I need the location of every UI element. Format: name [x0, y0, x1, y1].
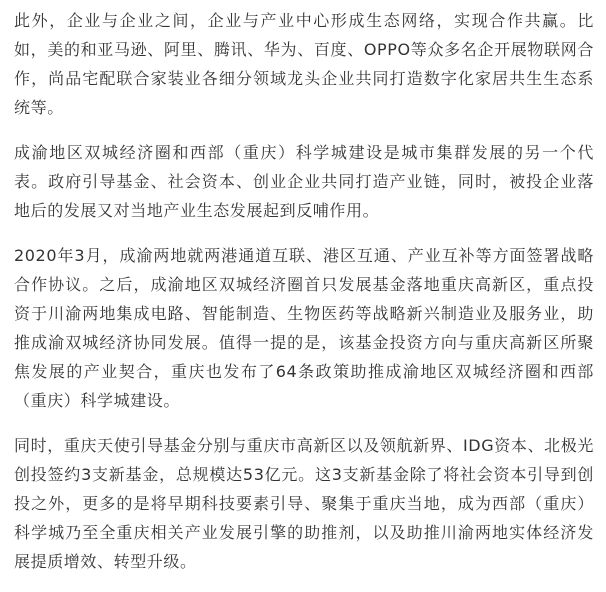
paragraph-strategic-agreement: 2020年3月，成渝两地就两港通道互联、港区互通、产业互补等方面签署战略合作协议。之后，成渝地区双城经济圈首只发展基金落地重庆高新区，重点投资于川渝两地集成电路、智能制造、生物医药等战略新兴制造业及服务业，助推成渝双城经济协同发展。值得一提的是，该基金投资方向与重庆高新区所聚焦发展的产业契合，重庆也发布了64条政策助推成渝地区双城经济圈和西部（重庆）科学城建设。 — [14, 246, 594, 410]
paragraph-angel-funds: 同时，重庆天使引导基金分别与重庆市高新区以及领航新界、IDG资本、北极光创投签约3支新基金，总规模达53亿元。这3支新基金除了将社会资本引导到创投之外，更多的是将早期科技要素引导、聚集于重庆当地，成为西部（重庆）科学城乃至全重庆相关产业发展引擎的助推剂，以及助推川渝两地实体经济发展提质增效、转型升级。 — [14, 436, 594, 571]
paragraph-ecosystem-network: 此外，企业与企业之间，企业与产业中心形成生态网络，实现合作共赢。比如，美的和亚马逊、阿里、腾讯、华为、百度、OPPO等众多名企开展物联网合作，尚品宅配联合家装业各细分领域龙头企业共同打造数字化家居共生生态系统等。 — [14, 11, 594, 117]
paragraph-chengyu-cluster: 成渝地区双城经济圈和西部（重庆）科学城建设是城市集群发展的另一个代表。政府引导基金、社会资本、创业企业共同打造产业链，同时，被投企业落地后的发展又对当地产业生态发展起到反哺作用。 — [14, 143, 594, 220]
